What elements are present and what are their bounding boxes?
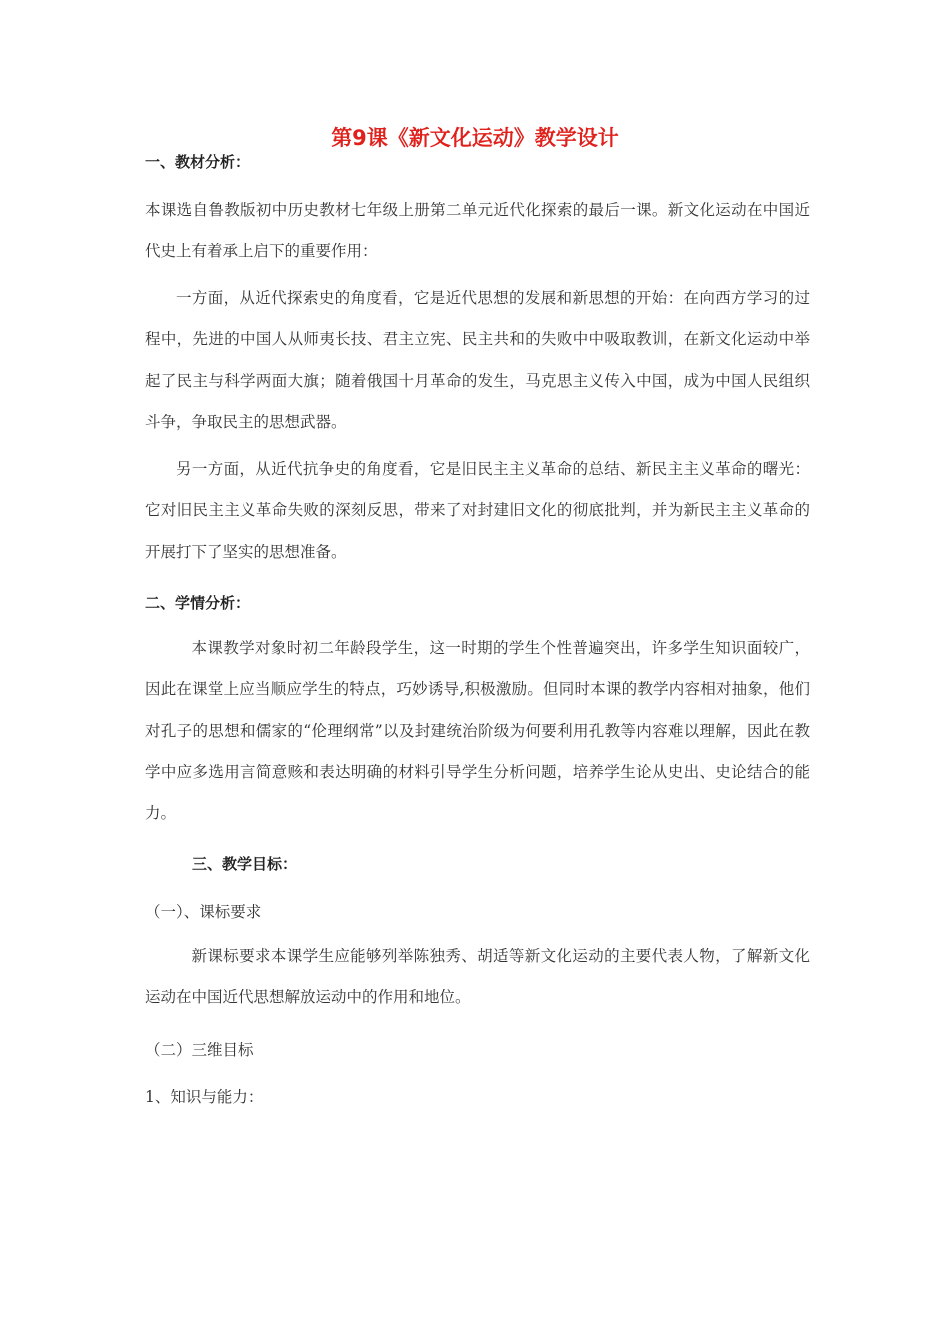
paragraph-struggle-aspect: 另一方面，从近代抗争史的角度看，它是旧民主主义革命的总结、新民主主义革命的曙光：它对旧民主主义革命失败的深刻反思，带来了对封建旧文化的彻底批判，并为新民主主义革命的开展打下了坚实的思想准备。 — [145, 460, 810, 561]
paragraph-exploration-aspect: 一方面，从近代探索史的角度看，它是近代思想的发展和新思想的开始：在向西方学习的过程中，先进的中国人从师夷长技、君主立宪、民主共和的失败中中吸取教训，在新文化运动中举起了民主与科学两面大旗；随着俄国十月革命的发生，马克思主义传入中国，成为中国人民组织斗争，争取民主的思想武器。 — [145, 289, 810, 431]
document-title: 第9课《新文化运动》教学设计 — [331, 126, 619, 150]
subheading-curriculum-requirements: （一）、课标要求 — [145, 903, 262, 921]
paragraph-curriculum-requirements: 新课标要求本课学生应能够列举陈独秀、胡适等新文化运动的主要代表人物，了解新文化运动在中国近代思想解放运动中的作用和地位。 — [145, 947, 810, 1007]
section-heading-teaching-goals: 三、教学目标： — [192, 855, 298, 873]
list-item-knowledge-ability: 1、知识与能力： — [145, 1088, 264, 1106]
section-heading-student-analysis: 二、学情分析： — [145, 594, 251, 612]
paragraph-textbook-intro: 本课选自鲁教版初中历史教材七年级上册第二单元近代化探索的最后一课。新文化运动在中国近代史上有着承上启下的重要作用： — [145, 201, 810, 261]
subheading-three-dimensional-goals: （二）三维目标 — [145, 1041, 254, 1059]
paragraph-student-analysis: 本课教学对象时初二年龄段学生，这一时期的学生个性普遍突出，许多学生知识面较广，因此在课堂上应当顺应学生的特点，巧妙诱导,积极激励。但同时本课的教学内容相对抽象，他们对孔子的思想和儒家的“伦理纲常”以及封建统治阶级为何要利用孔教等内容难以理解，因此在教学中应多选用言简意赅和表达明确的材料引导学生分析问题，培养学生论从史出、史论结合的能力。 — [145, 639, 810, 823]
section-heading-textbook-analysis: 一、教材分析： — [145, 153, 251, 171]
